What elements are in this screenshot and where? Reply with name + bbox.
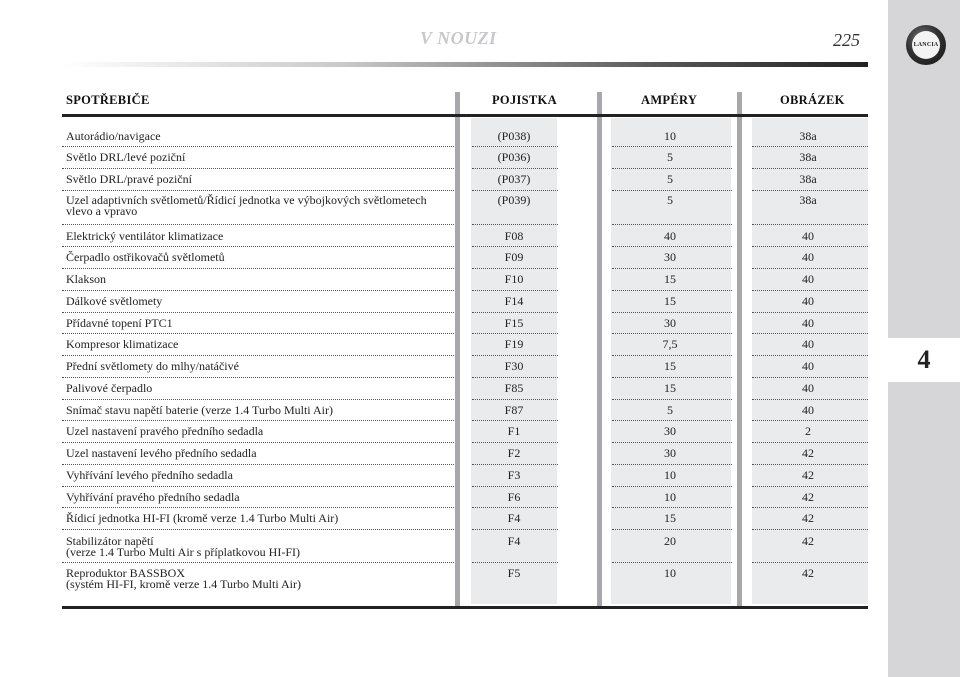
dotted-rule bbox=[62, 355, 454, 356]
dotted-rule bbox=[62, 529, 454, 530]
dotted-rule bbox=[62, 168, 454, 169]
col-header-consumers: SPOTŘEBIČE bbox=[66, 93, 150, 107]
dotted-rule bbox=[62, 562, 454, 563]
dotted-rule bbox=[752, 464, 868, 465]
fuse-code: F4 bbox=[507, 511, 521, 525]
consumer-name: Vyhřívání levého předního sedadla bbox=[66, 468, 233, 482]
dotted-rule bbox=[62, 486, 454, 487]
dotted-rule bbox=[472, 562, 558, 563]
dotted-rule bbox=[472, 442, 558, 443]
amperage: 5 bbox=[667, 403, 673, 417]
dotted-rule bbox=[752, 442, 868, 443]
fuse-code: F2 bbox=[507, 446, 521, 460]
chapter-number: 4 bbox=[917, 345, 931, 374]
dotted-rule bbox=[612, 246, 732, 247]
dotted-rule bbox=[612, 420, 732, 421]
dotted-rule bbox=[752, 507, 868, 508]
amperage: 10 bbox=[664, 129, 676, 143]
dotted-rule bbox=[752, 355, 868, 356]
dotted-rule bbox=[612, 290, 732, 291]
dotted-rule bbox=[62, 507, 454, 508]
amperage: 30 bbox=[664, 316, 676, 330]
dotted-rule bbox=[612, 377, 732, 378]
dotted-rule bbox=[612, 190, 732, 191]
figure-ref: 40 bbox=[802, 294, 814, 308]
dotted-rule bbox=[752, 290, 868, 291]
dotted-rule bbox=[612, 464, 732, 465]
amperage: 15 bbox=[664, 511, 676, 525]
dotted-rule bbox=[752, 377, 868, 378]
dotted-rule bbox=[472, 399, 558, 400]
amperage: 15 bbox=[664, 272, 676, 286]
col-header-picture: OBRÁZEK bbox=[780, 93, 845, 107]
dotted-rule bbox=[612, 399, 732, 400]
figure-ref: 40 bbox=[802, 381, 814, 395]
figure-ref: 40 bbox=[802, 316, 814, 330]
dotted-rule bbox=[62, 290, 454, 291]
consumer-name: Kompresor klimatizace bbox=[66, 337, 179, 351]
fuse-code: (P038) bbox=[497, 129, 531, 143]
amperage: 20 bbox=[664, 534, 676, 548]
table-top-rule bbox=[62, 114, 868, 117]
dotted-rule bbox=[752, 246, 868, 247]
amperage: 30 bbox=[664, 446, 676, 460]
consumer-name: Čerpadlo ostřikovačů světlometů bbox=[66, 250, 225, 264]
dotted-rule bbox=[472, 312, 558, 313]
amperage: 5 bbox=[667, 193, 673, 207]
dotted-rule bbox=[752, 168, 868, 169]
dotted-rule bbox=[752, 312, 868, 313]
column-divider bbox=[737, 92, 742, 606]
figure-ref: 38a bbox=[799, 172, 817, 186]
consumer-name-cont: (systém HI-FI, kromě verze 1.4 Turbo Multi Air) bbox=[66, 577, 301, 591]
dotted-rule bbox=[62, 190, 454, 191]
dotted-rule bbox=[752, 420, 868, 421]
fuse-code: F19 bbox=[504, 337, 524, 351]
dotted-rule bbox=[62, 146, 454, 147]
dotted-rule bbox=[62, 420, 454, 421]
figure-ref: 42 bbox=[802, 511, 814, 525]
dotted-rule bbox=[612, 442, 732, 443]
fuse-code: (P036) bbox=[497, 150, 531, 164]
lancia-logo bbox=[906, 25, 946, 65]
fuse-code: F14 bbox=[504, 294, 524, 308]
consumer-name: Palivové čerpadlo bbox=[66, 381, 153, 395]
fuse-code: F5 bbox=[507, 566, 521, 580]
consumer-name: Přední světlomety do mlhy/natáčivé bbox=[66, 359, 239, 373]
figure-ref: 40 bbox=[802, 272, 814, 286]
dotted-rule bbox=[472, 377, 558, 378]
fuse-code: F30 bbox=[504, 359, 524, 373]
dotted-rule bbox=[472, 420, 558, 421]
fuse-code: F09 bbox=[504, 250, 524, 264]
figure-ref: 38a bbox=[799, 150, 817, 164]
figure-ref: 40 bbox=[802, 229, 814, 243]
figure-ref: 40 bbox=[802, 359, 814, 373]
logo-text: LANCIA bbox=[913, 42, 939, 48]
figure-ref: 42 bbox=[802, 566, 814, 580]
fuse-code: F87 bbox=[504, 403, 524, 417]
dotted-rule bbox=[612, 486, 732, 487]
dotted-rule bbox=[472, 246, 558, 247]
amperage: 15 bbox=[664, 381, 676, 395]
figure-ref: 40 bbox=[802, 403, 814, 417]
amperage: 30 bbox=[664, 424, 676, 438]
figure-ref: 42 bbox=[802, 490, 814, 504]
consumer-name: Přídavné topení PTC1 bbox=[66, 316, 173, 330]
consumer-name: Snímač stavu napětí baterie (verze 1.4 Turbo Multi Air) bbox=[66, 403, 333, 417]
fuse-code: F3 bbox=[507, 468, 521, 482]
dotted-rule bbox=[612, 268, 732, 269]
consumer-name: Stabilizátor napětí bbox=[66, 534, 154, 548]
consumer-name: Dálkové světlomety bbox=[66, 294, 163, 308]
section-title: V NOUZI bbox=[420, 28, 497, 48]
dotted-rule bbox=[752, 224, 868, 225]
figure-ref: 38a bbox=[799, 129, 817, 143]
dotted-rule bbox=[62, 246, 454, 247]
consumer-name-cont: vlevo a vpravo bbox=[66, 204, 138, 218]
dotted-rule bbox=[472, 529, 558, 530]
amperage: 30 bbox=[664, 250, 676, 264]
dotted-rule bbox=[472, 507, 558, 508]
consumer-name: Uzel nastavení pravého předního sedadla bbox=[66, 424, 264, 438]
consumer-name: Klakson bbox=[66, 272, 106, 286]
dotted-rule bbox=[612, 168, 732, 169]
dotted-rule bbox=[612, 224, 732, 225]
consumer-name: Vyhřívání pravého předního sedadla bbox=[66, 490, 240, 504]
fuse-code: F6 bbox=[507, 490, 521, 504]
figure-ref: 38a bbox=[799, 193, 817, 207]
amperage: 5 bbox=[667, 172, 673, 186]
dotted-rule bbox=[62, 224, 454, 225]
dotted-rule bbox=[612, 333, 732, 334]
dotted-rule bbox=[62, 312, 454, 313]
figure-ref: 2 bbox=[805, 424, 811, 438]
dotted-rule bbox=[472, 168, 558, 169]
dotted-rule bbox=[612, 562, 732, 563]
figure-ref: 40 bbox=[802, 337, 814, 351]
dotted-rule bbox=[752, 399, 868, 400]
consumer-name: Řídicí jednotka HI-FI (kromě verze 1.4 Turbo Multi Air) bbox=[66, 511, 339, 525]
dotted-rule bbox=[62, 333, 454, 334]
dotted-rule bbox=[472, 486, 558, 487]
dotted-rule bbox=[62, 268, 454, 269]
dotted-rule bbox=[752, 486, 868, 487]
amperage: 7,5 bbox=[662, 337, 678, 351]
consumer-name: Reproduktor BASSBOX bbox=[66, 566, 186, 580]
figure-ref: 42 bbox=[802, 468, 814, 482]
amperage: 10 bbox=[664, 468, 676, 482]
dotted-rule bbox=[472, 268, 558, 269]
header-rule bbox=[62, 62, 868, 67]
dotted-rule bbox=[752, 529, 868, 530]
amperage: 5 bbox=[667, 150, 673, 164]
consumer-name: Světlo DRL/pravé poziční bbox=[66, 172, 192, 186]
figure-ref: 40 bbox=[802, 250, 814, 264]
dotted-rule bbox=[62, 399, 454, 400]
dotted-rule bbox=[752, 333, 868, 334]
dotted-rule bbox=[752, 562, 868, 563]
logo-badge bbox=[912, 31, 940, 59]
amperage: 10 bbox=[664, 566, 676, 580]
dotted-rule bbox=[472, 464, 558, 465]
table-bottom-rule bbox=[62, 606, 868, 609]
dotted-rule bbox=[752, 146, 868, 147]
dotted-rule bbox=[472, 146, 558, 147]
fuse-code: F1 bbox=[507, 424, 521, 438]
col-header-fuse: POJISTKA bbox=[492, 93, 557, 107]
amperage: 10 bbox=[664, 490, 676, 504]
figure-ref: 42 bbox=[802, 534, 814, 548]
consumer-name-cont: (verze 1.4 Turbo Multi Air s příplatkovou HI-FI) bbox=[66, 545, 300, 559]
dotted-rule bbox=[752, 190, 868, 191]
fuse-code: F4 bbox=[507, 534, 521, 548]
dotted-rule bbox=[62, 464, 454, 465]
amperage: 15 bbox=[664, 359, 676, 373]
dotted-rule bbox=[472, 355, 558, 356]
column-divider bbox=[597, 92, 602, 606]
amperage: 40 bbox=[664, 229, 676, 243]
dotted-rule bbox=[62, 442, 454, 443]
dotted-rule bbox=[612, 146, 732, 147]
dotted-rule bbox=[472, 290, 558, 291]
dotted-rule bbox=[612, 529, 732, 530]
fuse-code: F08 bbox=[504, 229, 524, 243]
chapter-tab[interactable] bbox=[888, 338, 960, 382]
col-header-amps: AMPÉRY bbox=[641, 93, 698, 107]
dotted-rule bbox=[472, 190, 558, 191]
amperage: 15 bbox=[664, 294, 676, 308]
consumer-name: Uzel nastavení levého předního sedadla bbox=[66, 446, 257, 460]
dotted-rule bbox=[612, 507, 732, 508]
fuse-code: F10 bbox=[504, 272, 524, 286]
dotted-rule bbox=[612, 312, 732, 313]
dotted-rule bbox=[472, 224, 558, 225]
dotted-rule bbox=[612, 355, 732, 356]
figure-ref: 42 bbox=[802, 446, 814, 460]
fuse-code: (P037) bbox=[497, 172, 531, 186]
fuse-code: F85 bbox=[504, 381, 524, 395]
consumer-name: Světlo DRL/levé poziční bbox=[66, 150, 186, 164]
page-number: 225 bbox=[833, 30, 860, 50]
consumer-name: Elektrický ventilátor klimatizace bbox=[66, 229, 224, 243]
fuse-code: (P039) bbox=[497, 193, 531, 207]
dotted-rule bbox=[752, 268, 868, 269]
dotted-rule bbox=[62, 377, 454, 378]
consumer-name: Uzel adaptivních světlometů/Řídicí jednotka ve výbojkových světlometech bbox=[66, 193, 427, 207]
fuse-code: F15 bbox=[504, 316, 524, 330]
dotted-rule bbox=[472, 333, 558, 334]
consumer-name: Autorádio/navigace bbox=[66, 129, 161, 143]
